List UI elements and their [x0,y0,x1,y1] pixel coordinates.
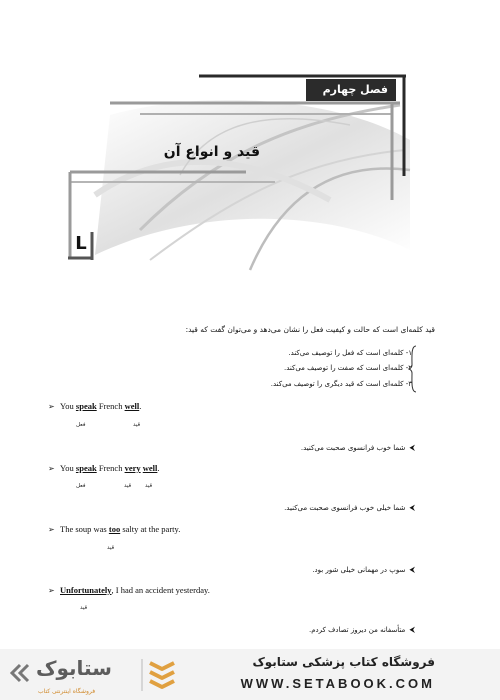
word-tag-adverb: قید [145,483,153,489]
sentence-text: , I had an accident yesterday. [111,585,210,595]
underlined-verb: speak [75,401,97,411]
translation-arrow-icon: ⮜ [409,625,415,634]
sentence-text: The soup was [60,524,109,534]
word-tag-verb: فعل [76,422,86,428]
sentence-text: French [96,401,125,411]
word-tag-adverb: قید [107,545,115,551]
example-sentence [48,401,141,411]
example-translation: ⮜شما خوب فرانسوی صحبت می‌کنید. [300,443,415,452]
definition-item: ۳- کلمه‌ای است که قید دیگری را توصیف می‌کند. [270,380,412,388]
sentence-text: French [96,463,125,473]
example-sentence [48,524,180,534]
example-sentence [48,463,160,473]
sentence-text: You [60,463,76,473]
book-stack-icon [150,663,174,687]
sentence-text: . [139,401,142,411]
sentence-text: salty at the party. [120,524,181,534]
logo-tagline: فروشگاه اینترنتی کتاب [38,688,96,695]
sentence-text: You [60,401,76,411]
word-tag-verb: فعل [76,483,86,489]
definition-intro: قید کلمه‌ای است که حالت و کیفیت فعل را نشان می‌دهد و می‌توان گفت که قید: [185,325,435,334]
topic-title: قید و انواع آن [163,144,260,160]
word-tag-adverb: قید [133,422,141,428]
definition-item: ۱- کلمه‌ای است که فعل را توصیف می‌کند. [288,349,412,357]
list-brace [408,345,418,393]
example-translation: ⮜متأسفانه من دیروز تصادف کردم. [309,625,415,634]
translation-arrow-icon: ⮜ [409,565,415,574]
sentence-text: . [157,463,160,473]
example-translation: ⮜شما خیلی خوب فرانسوی صحبت می‌کنید. [284,503,415,512]
example-translation: ⮜سوپ در مهمانی خیلی شور بود. [312,565,415,574]
underlined-adverb: Unfortunately [60,585,112,595]
definition-item: ۲- کلمه‌ای است که صفت را توصیف می‌کند. [284,364,412,372]
word-tag-adverb: قید [80,605,88,611]
word-tag-adverb: قید [124,483,132,489]
translation-arrow-icon: ⮜ [409,443,415,452]
translation-arrow-icon: ⮜ [409,503,415,512]
example-sentence [48,585,210,595]
bullet-arrow-icon: ➢ [48,586,55,595]
underlined-adverb: well [124,401,140,411]
underlined-adverb: well [142,463,158,473]
bullet-arrow-icon: ➢ [48,402,55,411]
chapter-letter: L [75,233,87,254]
chapter-label: فصل چهارم [306,79,396,101]
underlined-adverb: very [124,463,141,473]
logo-wordmark: ستابوک [36,656,112,680]
bullet-arrow-icon: ➢ [48,464,55,473]
underlined-adverb: too [108,524,121,534]
store-url-link[interactable]: WWW.SETABOOK.COM [240,676,435,691]
underlined-verb: speak [75,463,97,473]
bullet-arrow-icon: ➢ [48,525,55,534]
store-name: فروشگاه کتاب پزشکی ستابوک [252,655,435,669]
